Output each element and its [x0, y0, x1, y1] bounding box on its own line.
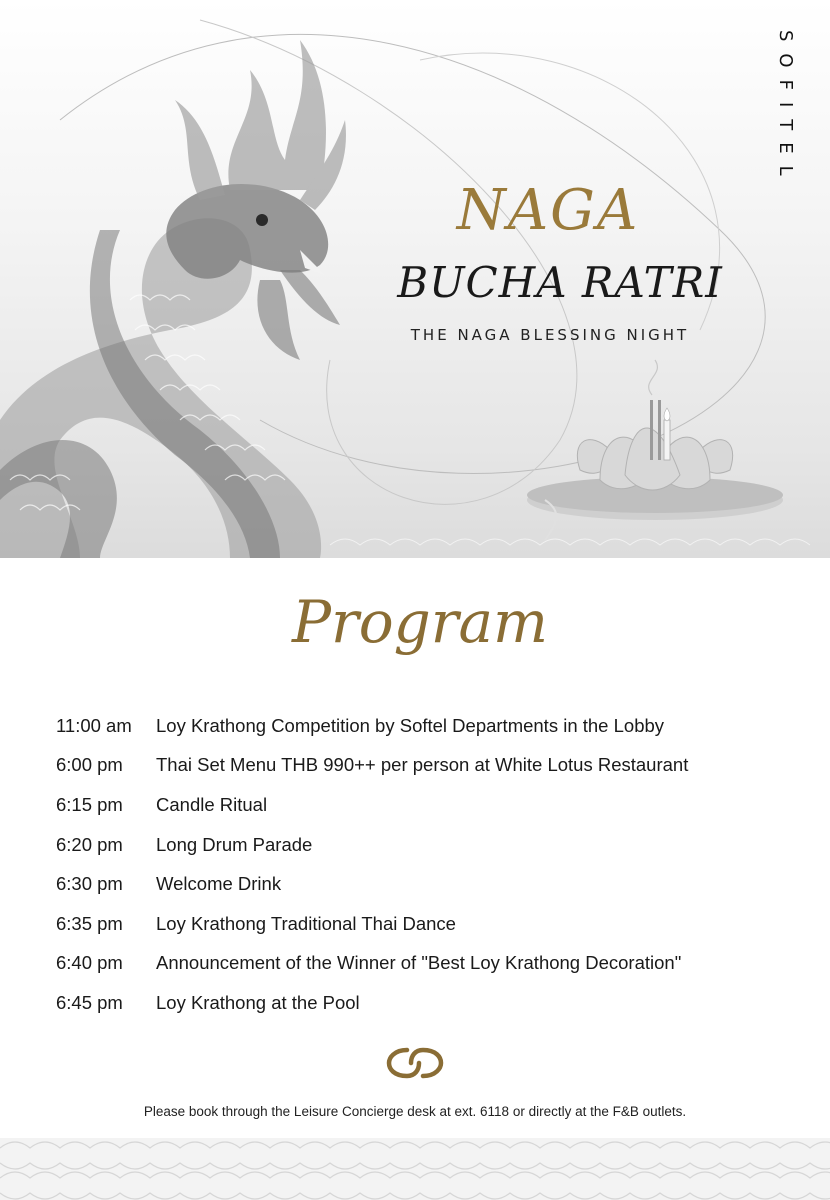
brand-logo: SOFITEL: [775, 30, 796, 188]
schedule-row: [56, 785, 796, 825]
schedule-time: 6:00 pm: [56, 754, 123, 776]
sofitel-knot-icon: [386, 1046, 444, 1080]
event-subtitle: THE NAGA BLESSING NIGHT: [410, 326, 690, 344]
schedule-event: Loy Krathong Competition by Softel Departments in the Lobby: [156, 714, 665, 736]
schedule-time: 11:00 am: [56, 714, 132, 736]
schedule-row: [56, 746, 796, 786]
schedule-event: Loy Krathong Traditional Thai Dance: [156, 912, 456, 934]
schedule-row: [56, 864, 796, 904]
decorative-wave-pattern: [0, 1138, 830, 1200]
booking-note: Please book through the Leisure Concierge desk at ext. 6118 or directly at the F&B outlets.: [143, 1104, 687, 1119]
hero-banner: [0, 0, 830, 558]
schedule-time: 6:40 pm: [56, 952, 123, 974]
schedule-time: 6:35 pm: [56, 912, 123, 934]
schedule-event: Long Drum Parade: [156, 833, 313, 855]
schedule-time: 6:15 pm: [56, 793, 123, 815]
schedule-event: Loy Krathong at the Pool: [156, 991, 360, 1013]
schedule-row: [56, 983, 796, 1023]
schedule-row: [56, 944, 796, 984]
program-schedule: [56, 706, 796, 1023]
schedule-event: Welcome Drink: [156, 873, 282, 895]
schedule-time: 6:45 pm: [56, 991, 123, 1013]
schedule-event: Candle Ritual: [156, 793, 268, 815]
schedule-event: Announcement of the Winner of "Best Loy Krathong Decoration": [156, 952, 682, 974]
schedule-event: Thai Set Menu THB 990++ per person at White Lotus Restaurant: [156, 754, 689, 776]
program-heading: Program: [291, 588, 549, 656]
schedule-time: 6:20 pm: [56, 833, 123, 855]
event-title-bucha-ratri: BUCHA RATRI: [397, 258, 723, 307]
schedule-row: [56, 825, 796, 865]
schedule-time: 6:30 pm: [56, 873, 123, 895]
event-title-naga: NAGA: [456, 178, 640, 243]
schedule-row: [56, 706, 796, 746]
schedule-row: [56, 904, 796, 944]
